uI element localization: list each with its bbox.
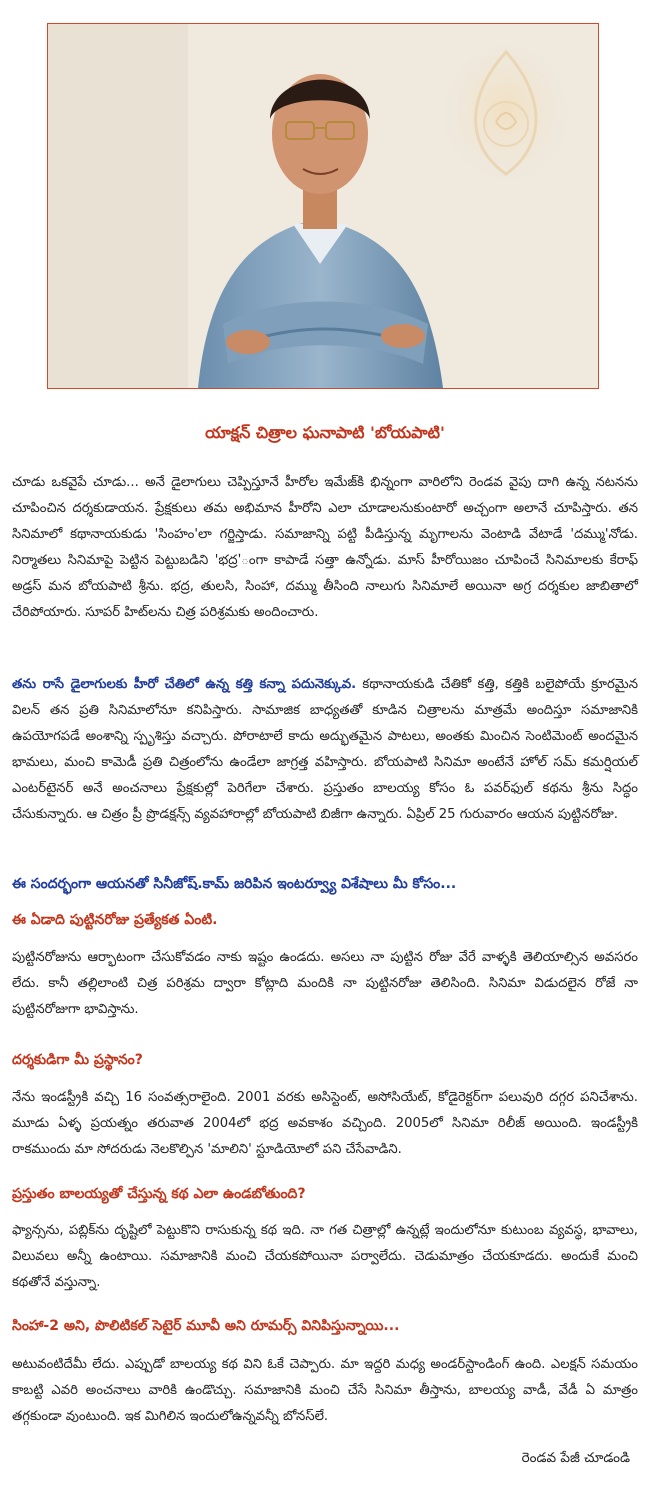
question-4: సింహా-2 అని, పొలిటికల్ సెటైర్ మూవీ అని రూమర్స్ వినిపిస్తున్నాయి... [12,1318,400,1334]
article-photo [47,23,599,389]
profile-paragraph [12,672,638,828]
intro-paragraph: చూడు ఒకవైపే చూడు... అనే డైలాగులు చెప్పిస్తూనే హీరోల ఇమేజ్‌కి భిన్నంగా వారిలోని రెండవ వైపు దాగి ఉన్న నటనను చూపించిన దర్శకుడాయన. ప్రేక్షకులు తమ అభిమాన హీరోని ఎలా చూడాలనుకుంటారో అచ్చంగా అలానే చూపిస్తారు. తన సినిమాలో కథానాయకుడు 'సింహం'లా గర్జిస్తాడు. సమాజాన్ని పట్టి పీడిస్తున్న మృగాలను వెంటాడి వేటాడే 'దమ్ము'నోడు. నిర్మాతలు సినిమాపై పెట్టిన పెట్టుబడిని 'భద్ర'ంగా కాపాడే సత్తా ఉన్నోడు. మాస్ హీరోయిజం చూపించే సినిమాలకు కేరాఫ్ అడ్రస్ మన బోయపాటి శ్రీను. భద్ర, తులసి, సింహా, దమ్ము తీసింది నాలుగు సినిమాలే అయినా అగ్ర దర్శకుల జాబితాలో చేరిపోయారు. సూపర్ హిట్‌లను చిత్ర పరిశ్రమకు అందించారు. [12,475,638,620]
profile-paragraph-text: కథానాయకుడి చేతికో కత్తి, కత్తికి బలైపోయే క్రూరమైన విలన్ తన ప్రతి సినిమాలోనూ కనిపిస్తారు. సామాజిక బాధ్యతతో కూడిన చిత్రాలను మాత్రమే అందిస్తూ సమాజానికి ఉపయోగపడే అంశాన్ని స్పృశిస్తు వచ్చారు. పోరాటాలే కాదు అద్భుతమైన పాటలు, అంతకు మించిన సెంటిమెంట్ అందమైన భామలు, మంచి కామెడీ ప్రతి చిత్రంలోను ఉండేలా జాగ్రత్త వహిస్తారు. బోయపాటి సినిమా అంటేనే హోల్ సమ్ కమర్షియల్ ఎంటర్‌టైనర్ అనే అంచనాలు ప్రేక్షకుల్లో పెరిగేలా చేశారు. ప్రస్తుతం బాలయ్య కోసం ఓ పవర్‌ఫుల్ కథను శ్రీను సిద్ధం చేసుకున్నారు. ఆ చిత్రం ప్రీ ప్రొడక్షన్స్ వ్యవహారాల్లో బోయపాటి బిజీగా ఉన్నారు. ఏప్రిల్ 25 గురువారం ఆయన పుట్టినరోజు. [12,677,639,822]
question-3: ప్రస్తుతం బాలయ్యతో చేస్తున్న కథ ఎలా ఉండబోతుంది? [12,1186,306,1202]
watermark-logo-icon [444,46,568,186]
question-2: దర్శకుడిగా మీ ప్రస్థానం? [12,1052,143,1068]
portrait-illustration [48,24,598,388]
answer-2: నేను ఇండస్ట్రీకి వచ్చి 16 సంవత్సరాలైంది. 2001 వరకు అసిస్టెంట్, అసోసియేట్, కోడైరెక్టర్‌గా పలువురి దగ్గర పనిచేశాను. మూడు ఏళ్ళ ప్రయత్నం తరువాత 2004లో భద్ర అవకాశం వచ్చింది. 2005లో సినిమా రిలీజ్ అయింది. ఇండస్ట్రీకి రాకముందు మా సోదరుడు నెలకొల్పిన 'మాలిని' స్టూడియోలో పని చేసేవాడిని. [12,1090,638,1157]
interview-intro: ఈ సందర్భంగా ఆయనతో సినీజోష్.కామ్ జరిపిన ఇంటర్వ్యూ విశేషాలు మీ కోసం... [12,876,457,892]
answer-3: ఫ్యాన్సను, పబ్లిక్‌ను దృష్టిలో పెట్టుకొని రాసుకున్న కథ ఇది. నా గత చిత్రాల్లో ఉన్నట్లే ఇందులోనూ కుటుంబ వ్యవస్థ, భావాలు, విలువలు అన్నీ ఉంటాయి. సమాజానికి మంచి చేయకపోయినా పర్వాలేదు. చెడుమాత్రం చేయకూడదు. అందుకే మంచి కథతోనే వస్తున్నా. [12,1223,638,1290]
quote-highlight: తను రాసే డైలాగులకు హీరో చేతిలో ఉన్న కత్తి కన్నా పదునెక్కువ. [12,677,357,692]
question-1: ఈ ఏడాది పుట్టినరోజు ప్రత్యేకత ఏంటి. [12,912,218,928]
answer-1: పుట్టినరోజును ఆర్భాటంగా చేసుకోవడం నాకు ఇష్టం ఉండదు. అసలు నా పుట్టిన రోజు వేరే వాళ్ళకి తెలియాల్సిన అవసరం లేదు. కానీ తల్లిలాంటి చిత్ర పరిశ్రమ ద్వారా కోట్లాది మందికి నా పుట్టినరోజు తెలిసింది. సినిమా విడుదలైన రోజే నా పుట్టినరోజుగా భావిస్తాను. [12,950,638,1017]
article-title: యాక్షన్ చిత్రాల ఘనాపాటి 'బోయపాటి' [205,423,445,442]
continue-next-page: రెండవ పేజీ చూడండి [521,1450,630,1466]
answer-4: అటువంటిదేమీ లేదు. ఎప్పుడో బాలయ్య కథ విని ఓకే చెప్పారు. మా ఇద్దరి మధ్య అండర్‌స్టాండింగ్ ఉంది. ఎలక్షన్ సమయం కాబట్టి ఎవరి అంచనాలు వారికి ఉండొచ్చు. సమాజానికి మంచి చేసే సినిమా తీస్తాను, బాలయ్య వాడీ, వేడీ ఏ మాత్రం తగ్గకుండా వుంటుంది. ఇక మిగిలిన ఇందులోఉన్నవన్నీ బోనస్‌లే. [12,1357,638,1424]
